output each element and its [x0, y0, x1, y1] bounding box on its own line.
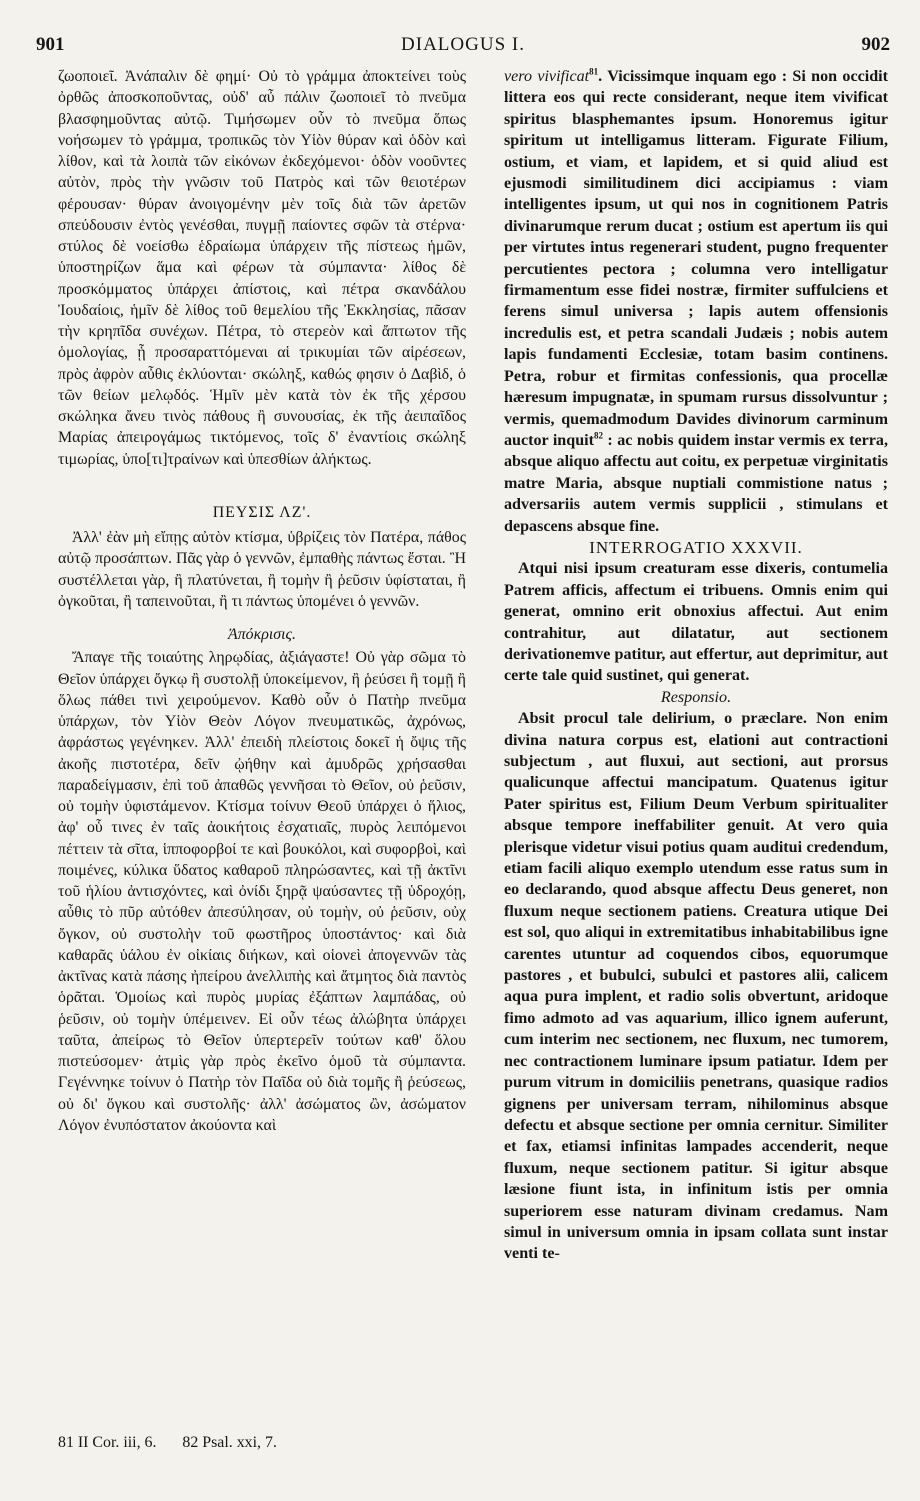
greek-question-title: ΠΕΥΣΙΣ ΛΖ'.	[212, 503, 312, 521]
greek-paragraph-continued: ζωοποιεῖ. Ἀνάπαλιν δὲ φημί· Οὐ τὸ γράμμα ἀποκτείνει τοὺς ὀρθῶς ἀποσκοποῦντας, οὐδ' αὖ πάλιν ζωοποιεῖ τὸ πνεῦμα βλασφημοῦντας αὐτῷ. Τιμήσωμεν οὖν τὸ πνεῦμα ὅπως νοήσωμεν τὸ γράμμα, τροπικῶς τὸν Υἱὸν θύραν καὶ ὁδὸν καὶ λίθον, καὶ τὰ λοιπὰ τῶν εἰκόνων ἐκδεχόμενοι· ὁδὸν νοοῦντες αὐτὸν, πρὸς τὴν γνῶσιν τοῦ Πατρὸς καὶ τῶν θειοτέρων φέρουσαν· θύραν ἀνοιγομένην μὲν τοῖς διὰ τῶν ἀρετῶν σπεύδουσιν ἐντὸς γενέσθαι, πυγμῇ παίοντες σφῶν τὰ στέρνα· στύλος δὲ νοείσθω ἑδραίωμα ὑπάρχειν τῆς πίστεως ἡμῶν, ὑποστηρίζων ἅμα καὶ φέρων τὰ σύμπαντα· λίθος δὲ προσκόμματος ὑπάρχει ἀπίστοις, καὶ πέτρα σκανδάλου Ἰουδαίοις, ἡμῖν δὲ λίθος τοῦ θεμελίου τῆς Ἐκκλησίας, πᾶσαν τὴν κρηπῖδα συνέχων. Πέτρα, τὸ στερεὸν καὶ ἄπτωτον τῆς ὁμολογίας, ᾗ προσαραττόμεναι αἱ τρικυμίαι τῶν αἱρέσεων, πρὸς ἀφρὸν αὖθις ἐκλύονται· σκώληξ, καθώς φησιν ὁ Δαβὶδ, ὁ τῶν θείων μελῳδός. Ἡμῖν μὲν κατὰ τὸν ἐκ τῆς χέρσου σκώληκα ἄνευ τινὸς πάθους ἢ συνουσίας, ἐκ τῆς ἀειπαῖδος Μαρίας ἀπειρογάμως τικτόμενος, τοῖς δ' ἐναντίοις σκώληξ τιμωρίας, ὑπο[τι]τραίνων καὶ ὑπεσθίων ἀλήκτως.	[58, 68, 466, 468]
latin-answer-title: Responsio.	[660, 688, 732, 706]
greek-question-text: Ἀλλ' ἐὰν μὴ εἴπῃς αὐτὸν κτίσμα, ὑβρίζεις τὸν Πατέρα, πάθος αὐτῷ προσάπτων. Πᾶς γὰρ ὁ γεννῶν, ἐμπαθὴς πάντως ἔσται. Ἢ συστέλλεται γὰρ, ἢ πλατύνεται, ἢ τομὴν ἢ ῥεῦσιν ὑφίσταται, ἢ ὀγκοῦται, ἢ ταπεινοῦται, ἢ τι πάντως ὑπομένει ὁ γεννῶν.	[58, 529, 466, 610]
greek-column	[58, 66, 466, 1136]
latin-answer-text: Absit procul tale delirium, o præclare. Non enim divina natura corpus est, elationi aut contractioni subjectum , aut fluxui, aut sectioni, aut prorsus qualicunque affectui mancipatum. Quatenus igitur Pater spiritus est, Filium Deum Verbum spiritualiter absque tempore ineffabiliter genuit. At vero quia plerisque videtur visui potius quam auditui credendum, etiam facili aliquo exemplo utendum esse ratus sum in eo declarando, quod absque affectu Deus generet, non fluxum neque sectionem patiens. Creatura utique Dei est sol, quo aliqui in extremitatibus inhabitabilibus igne carentes utuntur ad coquendos cibos, equorumque pastores , et bubulci, subulci et pastores alii, calicem aqua pura implent, et radio solis obvertunt, aridoque fimo admoto ad vas aquarium, illico ignem auferunt, cum interim nec sectionem, nec fluxum, nec tumorem, nec contractionem luminare ipsum patiatur. Idem per purum vitrum in domiciliis penetrans, quasique radios gignens per universam terram, nihilominus absque defectu et absque sectione per omnia cernitur. Similiter et fax, etiamsi infinitas lampades accenderit, neque fluxum, neque sectionem patitur. Si igitur absque læsione fiunt ista, in infinitum istis per omnia superiorem esse naturam divinam credamus. Nam simul in universum omnia in ipsam collata sunt instar venti te-	[504, 710, 888, 1263]
footnote-ref-81: 81	[589, 66, 599, 77]
greek-answer-title: Ἀπόκρισις.	[228, 626, 296, 643]
running-header	[36, 34, 890, 58]
latin-paragraph-part-b: : ac nobis quidem instar vermis ex terra, absque aliquo affectu aut coitu, ex perpetuæ virginitatis matre Maria, absque nuptiali commistione natus ; adversariis autem vermis supplicii , stimulans et depascens absque fine.	[504, 431, 888, 535]
latin-paragraph-continued	[504, 66, 888, 537]
greek-answer-text: Ἄπαγε τῆς τοιαύτης ληρῳδίας, ἀξιάγαστε! Οὐ γὰρ σῶμα τὸ Θεῖον ὑπάρχει ὄγκῳ ἢ συστολῇ ὑποκείμενον, ἢ ῥεύσει ἢ τομῇ ἢ ὅλως πάθει τινὶ χειρούμενον. Καθὸ οὖν ὁ Πατὴρ πνεῦμα ὑπάρχων, τὸν Υἱὸν Θεὸν Λόγον πνευματικῶς, ἀχρόνως, ἀφράστως γεγένηκεν. Ἀλλ' ἐπειδὴ πλείστοις δοκεῖ ἡ ὄψις τῆς ἀκοῆς πιστοτέρα, δεῖν ᾠήθην καὶ ἀμυδρῶς χρήσασθαι παραδείγμασιν, ἐπὶ τοῦ ἀπαθῶς γεννῆσαι τὸ Θεῖον, οὐ ῥεῦσιν, οὐ τομὴν ὑφιστάμενον. Κτίσμα τοίνυν Θεοῦ ὑπάρχει ὁ ἥλιος, ἀφ' οὗ τινες ἐν ταῖς ἀοικήτοις ἐσχατιαῖς, πυρὸς λειπόμενοι πέττειν τὰ σῖτα, ἱπποφορβοί τε καὶ βουκόλοι, καὶ συφορβοὶ, καὶ ποιμένες, κύλικα ὕδατος καθαροῦ πληρώσαντες, καὶ τῇ ἀκτῖνι τοῦ ἡλίου ἀντισχόντες, καὶ ὀνίδι ξηρᾷ ψαύσαντες τῇ ὑδροχόῃ, αὖθις τὸ πῦρ αὐτόθεν ἀπεσύλησαν, οὐ τομὴν, οὐ ῥεῦσιν, οὐχ ὄγκον, οὐ συστολὴν τοῦ φωστῆρος ὑποστάντος· καὶ διὰ καθαρᾶς ὑάλου ἐν οἰκίαις διήκων, καὶ οἱονεὶ ἀπογεννῶν τὰς ἀκτῖνας κατὰ πάσης ἠπείρου ἀνελλιπὴς καὶ ἄτμητος διὰ παντὸς ὁρᾶται. Ὁμοίως καὶ πυρὸς μυρίας ἐξάπτων λαμπάδας, οὐ ῥεῦσιν, οὐ τομὴν ὑπέμεινεν. Εἰ οὖν τέως ἀλώβητα ὑπάρχει ταῦτα, ἀπείρως τὸ Θεῖον ὑπερτερεῖν τούτων καθ' ὅλου πιστεύσομεν· ἀτμὶς γὰρ πρὸς ἐκεῖνο ὁμοῦ τὰ σύμπαντα. Γεγέννηκε τοίνυν ὁ Πατὴρ τὸν Παῖδα οὐ διὰ τομῆς ἢ ῥεύσεως, οὐ δι' ὄγκου καὶ συστολῆς· ἀλλ' ἀσώματος ὢν, ἀσώματον Λόγον ἐνυπόστατον ἀκούοντα καὶ	[58, 649, 466, 1134]
running-title: DIALOGUS I.	[401, 34, 525, 55]
latin-paragraph-lead: vero vivificat	[504, 68, 590, 85]
latin-column	[504, 66, 888, 1265]
latin-question-title: INTERROGATIO XXXVII.	[589, 537, 803, 557]
footnote-82: 82 Psal. xxi, 7.	[182, 1434, 277, 1451]
footnotes	[58, 1434, 466, 1452]
footnote-81: 81 II Cor. iii, 6.	[58, 1434, 157, 1451]
page-number-left: 901	[36, 34, 65, 55]
footnote-ref-82: 82	[593, 430, 603, 441]
latin-question-text: Atqui nisi ipsum creaturam esse dixeris, contumelia Patrem afficis, affectum ei tribuens. Omnis enim qui generat, omnino erit obnoxius affectui. Aut enim contrahitur, aut dilatatur, aut sectionem derivationemve patitur, aut effertur, aut deprimitur, aut certe tale quid sustinet, qui generat.	[504, 560, 888, 685]
latin-paragraph-part-a: . Vicissimque inquam ego : Si non occidit littera eos qui recte considerant, neque item vivificat spiritus blasphemantes ipsum. Honoremus igitur spiritum ut intelligamus litteram. Figurate Filium, ostium, et viam, et lapidem, et si quid aliud est ejusmodi similitudinem dici accipiamus : viam intelligentes ipsum, ut qui nos in cognitionem Patris divinarumque rerum ducat ; ostium est apertum iis qui per virtutes intus regenerari student, pugno frequenter percutientes pectora ; columna vero intelligatur firmamentum esse fidei nostræ, firmiter suffulciens et ferens simul universa ; lapis autem offensionis incredulis est, et petra scandali Judæis ; nobis autem lapis fundamenti Ecclesiæ, totam basim continens. Petra, robur et firmitas confessionis, qua procellæ hæresum impugnatæ, in spumam rursus dissolvuntur ; vermis, quemadmodum Davides divinorum carminum auctor inquit	[504, 68, 888, 449]
page-number-right: 902	[861, 34, 890, 55]
